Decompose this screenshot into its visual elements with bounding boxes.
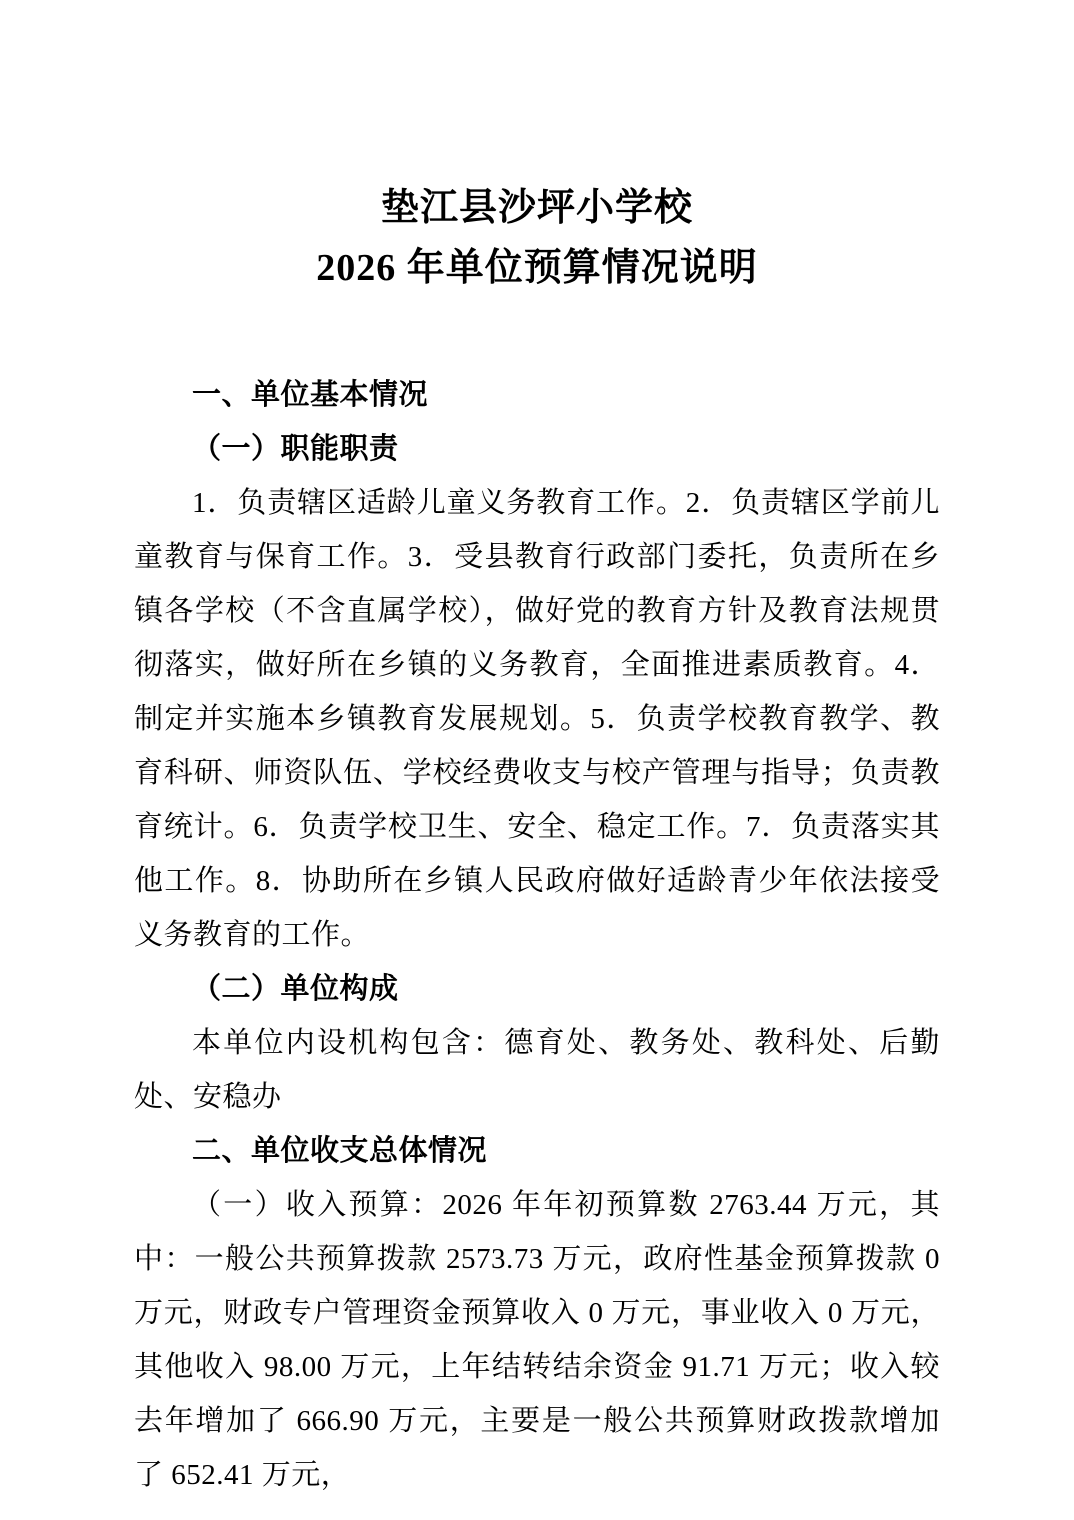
paragraph-composition: 本单位内设机构包含：德育处、教务处、教科处、后勤处、安稳办	[134, 1027, 940, 1113]
title-line-1: 垫江县沙坪小学校	[380, 187, 693, 229]
paragraph-revenue-budget: （一）收入预算：2026 年年初预算数 2763.44 万元，其中：一般公共预算拨款 2573.73 万元，政府性基金预算拨款 0 万元，财政专户管理资金预算收入 0 万元，事业收入 0 万元，其他收入 98.00 万元，上年结转结余资金 91.71 万元；收入较去年增加了 666.90 万元，主要是一般公共预算财政拨款增加了 652.41 万元，	[134, 1189, 940, 1491]
section-heading-revenue-expenditure: 二、单位收支总体情况	[192, 1135, 488, 1167]
subheading-composition: （二）单位构成	[192, 973, 399, 1005]
paragraph-duties: 1．负责辖区适龄儿童义务教育工作。2．负责辖区学前儿童教育与保育工作。3．受县教育行政部门委托，负责所在乡镇各学校（不含直属学校），做好党的教育方针及教育法规贯彻落实，做好所在乡镇的义务教育，全面推进素质教育。4．制定并实施本乡镇教育发展规划。5．负责学校教育教学、教育科研、师资队伍、学校经费收支与校产管理与指导；负责教育统计。6．负责学校卫生、安全、稳定工作。7．负责落实其他工作。8．协助所在乡镇人民政府做好适龄青少年依法接受义务教育的工作。	[134, 487, 940, 951]
document-title	[134, 178, 940, 298]
section-heading-basic-info: 一、单位基本情况	[192, 379, 429, 411]
title-line-2: 2026 年单位预算情况说明	[316, 247, 758, 289]
subheading-duties: （一）职能职责	[192, 433, 399, 465]
document-body	[134, 368, 940, 1502]
